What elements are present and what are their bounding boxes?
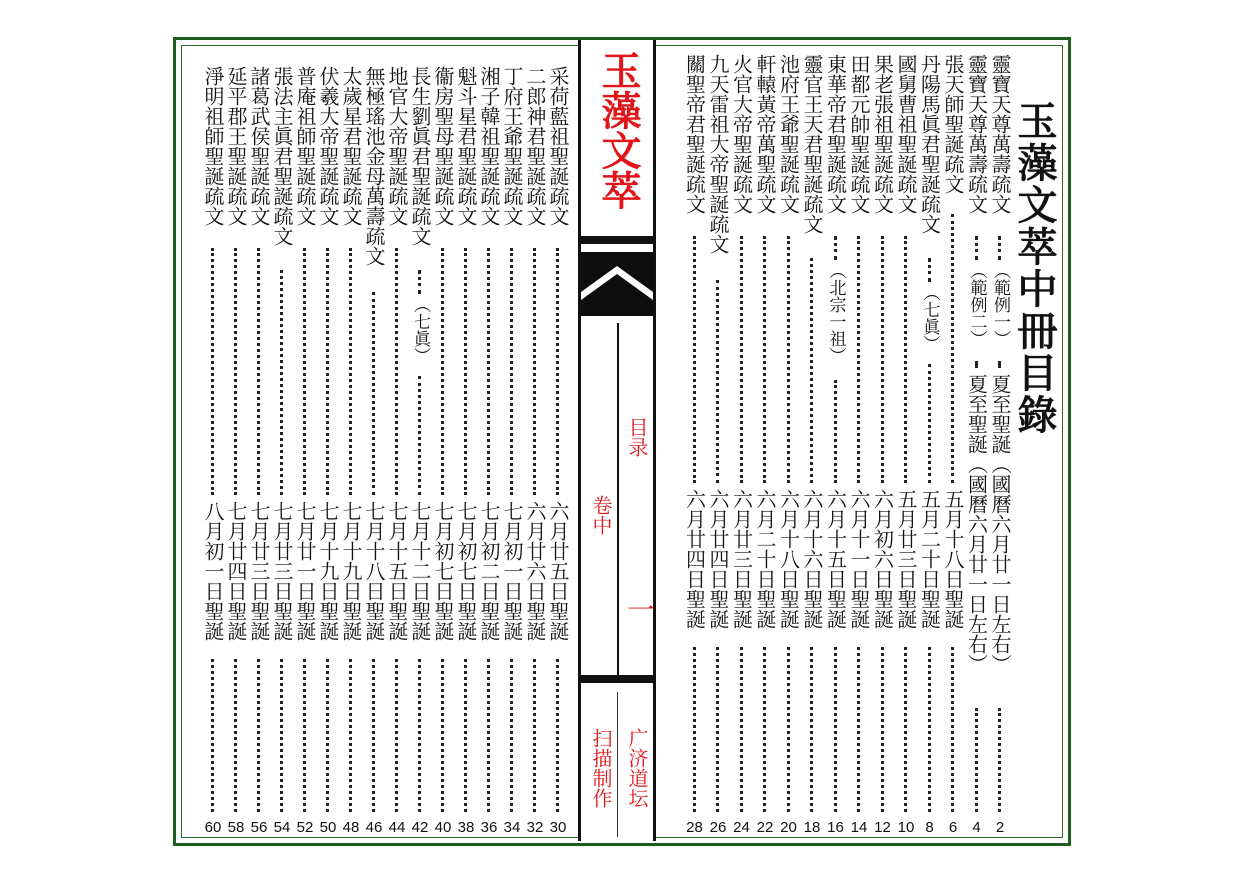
entry-title: 張法主眞君聖誕疏文 bbox=[270, 66, 294, 246]
page-number: 2 bbox=[995, 819, 1005, 836]
entry-date: 七月十二日聖誕 bbox=[408, 501, 432, 641]
toc-page-right bbox=[661, 54, 1061, 836]
entry-date: 七月十八日聖誕 bbox=[362, 501, 386, 641]
dot-leader bbox=[951, 214, 954, 483]
dot-leader bbox=[810, 258, 813, 483]
dot-leader bbox=[857, 647, 860, 812]
dot-leader bbox=[693, 647, 696, 812]
toc-page-left bbox=[186, 66, 586, 836]
entry-title: 丁府王爺聖誕疏文 bbox=[500, 66, 524, 226]
entry-title: 采荷藍祖聖誕疏文 bbox=[546, 66, 570, 226]
entry-title: 伏羲大帝聖誕疏文 bbox=[316, 66, 340, 226]
page-number: 34 bbox=[503, 819, 521, 836]
toc-entry[interactable] bbox=[202, 66, 224, 836]
toc-entry[interactable] bbox=[801, 54, 823, 836]
entry-title: 長生劉眞君聖誕疏文 bbox=[408, 66, 432, 246]
page-number: 12 bbox=[874, 819, 891, 836]
dot-leader bbox=[556, 659, 559, 812]
dot-leader bbox=[257, 248, 260, 495]
entry-date: 六月廿四日聖誕 bbox=[706, 489, 730, 629]
page-number: 36 bbox=[480, 819, 498, 836]
dot-leader bbox=[998, 236, 1001, 260]
entry-title: 靈官王天君聖誕疏文 bbox=[800, 54, 824, 234]
toc-entry[interactable] bbox=[778, 54, 800, 836]
toc-entry[interactable] bbox=[386, 66, 408, 836]
entry-title: 淨明祖師聖誕疏文 bbox=[201, 66, 225, 226]
spine-title: 玉藻文萃 bbox=[595, 50, 642, 210]
page-number: 54 bbox=[273, 819, 291, 836]
dot-leader bbox=[928, 364, 931, 483]
dot-leader bbox=[834, 380, 837, 483]
entry-title: 田都元帥聖誕疏文 bbox=[847, 54, 871, 214]
dot-leader bbox=[418, 659, 421, 812]
entry-title: 關聖帝君聖誕疏文 bbox=[682, 54, 707, 214]
entry-title: 東華帝君聖誕疏文 bbox=[823, 54, 848, 214]
entry-date: 七月初一日聖誕 bbox=[500, 501, 524, 641]
entry-date: 七月廿一日聖誕 bbox=[293, 501, 317, 641]
dot-leader bbox=[763, 236, 766, 483]
page-number: 32 bbox=[526, 819, 544, 836]
dot-leader bbox=[349, 659, 352, 812]
dot-leader bbox=[418, 376, 421, 495]
toc-entry[interactable] bbox=[455, 66, 477, 836]
entry-date: 七月十九日聖誕 bbox=[316, 501, 340, 641]
entry-title: 地官大帝聖誕疏文 bbox=[385, 66, 409, 226]
entry-note: （北宗一祖） bbox=[825, 262, 846, 364]
toc-entry[interactable] bbox=[340, 66, 362, 836]
book-spine bbox=[578, 40, 656, 841]
entry-date: 六月十六日聖誕 bbox=[800, 489, 824, 629]
page-number: 60 bbox=[204, 819, 222, 836]
dot-leader bbox=[881, 236, 884, 483]
entry-date: 五月廿三日聖誕 bbox=[894, 489, 918, 629]
dot-leader bbox=[556, 248, 559, 495]
toc-entry[interactable] bbox=[848, 54, 870, 836]
page-number: 26 bbox=[709, 819, 727, 836]
dot-leader bbox=[418, 270, 421, 294]
dot-leader bbox=[372, 659, 375, 812]
spine-band bbox=[581, 675, 653, 683]
dot-leader bbox=[787, 647, 790, 812]
toc-entry[interactable] bbox=[501, 66, 523, 836]
toc-entry[interactable] bbox=[872, 54, 894, 836]
page-number: 40 bbox=[434, 819, 452, 836]
page-number: 56 bbox=[250, 819, 268, 836]
entry-title: 普庵祖師聖誕疏文 bbox=[293, 66, 317, 226]
dot-leader bbox=[510, 659, 513, 812]
page-number: 52 bbox=[296, 819, 314, 836]
entry-date: 七月十九日聖誕 bbox=[339, 501, 363, 641]
page-number: 20 bbox=[780, 819, 797, 836]
dot-leader bbox=[716, 280, 719, 483]
dot-leader bbox=[834, 647, 837, 812]
toc-entry[interactable] bbox=[524, 66, 546, 836]
page-number: 44 bbox=[388, 819, 406, 836]
dot-leader bbox=[326, 659, 329, 812]
toc-entry[interactable] bbox=[225, 66, 247, 836]
page-number: 16 bbox=[827, 819, 844, 836]
toc-entry[interactable] bbox=[248, 66, 270, 836]
entry-title: 靈寶天尊萬壽疏文 bbox=[988, 54, 1012, 214]
toc-entry[interactable] bbox=[754, 54, 776, 836]
page-number: 30 bbox=[549, 819, 567, 836]
entry-date: 六月二十日聖誕 bbox=[753, 489, 777, 629]
entry-title: 軒轅黃帝萬聖疏文 bbox=[753, 54, 777, 214]
dot-leader bbox=[280, 659, 283, 812]
toc-entry[interactable] bbox=[684, 54, 706, 836]
entry-date: 六月十八日聖誕 bbox=[776, 489, 801, 629]
page-number: 38 bbox=[457, 819, 475, 836]
dot-leader bbox=[487, 659, 490, 812]
dot-leader bbox=[464, 659, 467, 812]
toc-entry[interactable] bbox=[707, 54, 729, 836]
page-number: 50 bbox=[319, 819, 337, 836]
dot-leader bbox=[441, 248, 444, 495]
entry-note: （七眞） bbox=[919, 284, 940, 352]
dot-leader bbox=[740, 236, 743, 483]
entry-title: 火官大帝聖誕疏文 bbox=[729, 54, 754, 214]
toc-entry[interactable] bbox=[989, 54, 1011, 836]
entry-title: 池府王爺聖誕疏文 bbox=[776, 54, 801, 214]
page-number: 48 bbox=[342, 819, 360, 836]
entry-title: 湘子韓祖聖誕疏文 bbox=[477, 66, 501, 226]
scan-credit-a: 广济道坛 bbox=[625, 728, 649, 808]
toc-entry[interactable] bbox=[825, 54, 847, 836]
dot-leader bbox=[533, 248, 536, 495]
entry-title: 國舅曹祖聖誕疏文 bbox=[894, 54, 918, 214]
entry-date: 六月廿三日聖誕 bbox=[729, 489, 754, 629]
dot-leader bbox=[998, 361, 1001, 368]
dot-leader bbox=[234, 248, 237, 495]
spine-divider bbox=[617, 323, 619, 678]
page-number: 8 bbox=[925, 819, 934, 836]
page-number: 24 bbox=[733, 819, 750, 836]
entry-title: 靈寶天尊萬壽疏文 bbox=[964, 54, 989, 214]
toc-entry[interactable] bbox=[432, 66, 454, 836]
page-number: 18 bbox=[803, 819, 821, 836]
page-number: 28 bbox=[686, 819, 703, 836]
spine-volume-mark: 一 bbox=[623, 595, 656, 623]
entry-date: 六月十一日聖誕 bbox=[847, 489, 871, 629]
dot-leader bbox=[441, 659, 444, 812]
spine-band bbox=[581, 236, 653, 244]
page-number: 14 bbox=[850, 819, 868, 836]
toc-entry[interactable] bbox=[895, 54, 917, 836]
entry-date: 六月初六日聖誕 bbox=[870, 489, 895, 629]
entry-note: （七眞） bbox=[410, 296, 430, 364]
spine-chevron-band bbox=[581, 252, 653, 316]
page-number: 42 bbox=[411, 819, 429, 836]
toc-entry[interactable] bbox=[409, 66, 431, 836]
entry-date: 七月初七日聖誕 bbox=[454, 501, 478, 641]
entry-date: 五月十八日聖誕 bbox=[941, 489, 965, 629]
dot-leader bbox=[763, 647, 766, 812]
dot-leader bbox=[787, 236, 790, 483]
dot-leader bbox=[464, 248, 467, 495]
scan-credit-b: 扫描制作 bbox=[589, 728, 613, 808]
entry-title: 太歲星君聖誕疏文 bbox=[339, 66, 363, 226]
dot-leader bbox=[257, 659, 260, 812]
entry-date: 夏至聖誕（國曆六月廿一日左右） bbox=[988, 374, 1012, 674]
dot-leader bbox=[533, 659, 536, 812]
dot-leader bbox=[904, 647, 907, 812]
dot-leader bbox=[395, 248, 398, 495]
dot-leader bbox=[857, 236, 860, 483]
dot-leader bbox=[303, 659, 306, 812]
entry-date: 七月初七日聖誕 bbox=[431, 501, 455, 641]
entry-date: 七月廿三日聖誕 bbox=[270, 501, 294, 641]
entry-date: 六月廿五日聖誕 bbox=[546, 501, 570, 641]
entry-title: 果老張祖聖誕疏文 bbox=[870, 54, 895, 214]
toc-entry[interactable] bbox=[317, 66, 339, 836]
chevron-icon bbox=[581, 252, 653, 316]
dot-leader bbox=[975, 236, 978, 260]
dot-leader bbox=[510, 248, 513, 495]
dot-leader bbox=[693, 236, 696, 483]
page-number: 46 bbox=[365, 819, 383, 836]
entry-date: 六月十五日聖誕 bbox=[823, 489, 848, 629]
spine-label-juanzhong: 卷中 bbox=[589, 495, 613, 535]
entry-title: 九天雷祖大帝聖誕疏文 bbox=[706, 54, 730, 254]
entry-note: （範例一） bbox=[990, 262, 1010, 347]
page-number: 22 bbox=[756, 819, 774, 836]
entry-date: 六月廿六日聖誕 bbox=[523, 501, 547, 641]
entry-title: 延平郡王聖誕疏文 bbox=[224, 66, 248, 226]
toc-entry[interactable] bbox=[294, 66, 316, 836]
dot-leader bbox=[881, 647, 884, 812]
entry-date: 七月初二日聖誕 bbox=[477, 501, 501, 641]
entry-title: 諸葛武侯聖誕疏文 bbox=[247, 66, 271, 226]
dot-leader bbox=[740, 647, 743, 812]
entry-date: 六月廿四日聖誕 bbox=[682, 489, 707, 629]
dot-leader bbox=[810, 647, 813, 812]
page-number: 6 bbox=[948, 819, 958, 836]
dot-leader bbox=[372, 292, 375, 495]
entry-title: 魁斗星君聖誕疏文 bbox=[454, 66, 478, 226]
entry-note: （範例二） bbox=[966, 262, 987, 347]
entry-title: 張天師聖誕疏文 bbox=[941, 54, 965, 194]
dot-leader bbox=[834, 236, 837, 260]
page-number: 58 bbox=[227, 819, 245, 836]
dot-leader bbox=[975, 361, 978, 368]
dot-leader bbox=[951, 647, 954, 812]
dot-leader bbox=[349, 248, 352, 495]
entry-title: 衞房聖母聖誕疏文 bbox=[431, 66, 455, 226]
dot-leader bbox=[928, 258, 931, 282]
dot-leader bbox=[234, 659, 237, 812]
dot-leader bbox=[716, 647, 719, 812]
toc-entry[interactable] bbox=[363, 66, 385, 836]
entry-date: 五月二十日聖誕 bbox=[917, 489, 942, 629]
dot-leader bbox=[211, 659, 214, 812]
toc-entry[interactable] bbox=[942, 54, 964, 836]
dot-leader bbox=[280, 270, 283, 495]
toc-entry[interactable] bbox=[478, 66, 500, 836]
toc-entry[interactable] bbox=[271, 66, 293, 836]
dot-leader bbox=[998, 708, 1001, 812]
dot-leader bbox=[904, 236, 907, 483]
entry-title: 二郎神君聖誕疏文 bbox=[523, 66, 547, 226]
page-number: 4 bbox=[972, 819, 981, 836]
dot-leader bbox=[975, 708, 978, 812]
entry-date: 七月廿三日聖誕 bbox=[247, 501, 271, 641]
entry-date: 夏至聖誕（國曆六月廿一日左右） bbox=[964, 374, 989, 674]
spine-label-mulu: 目录 bbox=[625, 417, 649, 457]
dot-leader bbox=[211, 248, 214, 495]
entry-date: 八月初一日聖誕 bbox=[201, 501, 225, 641]
dot-leader bbox=[928, 647, 931, 812]
toc-entry[interactable] bbox=[731, 54, 753, 836]
toc-entry[interactable] bbox=[919, 54, 941, 836]
toc-entry[interactable] bbox=[547, 66, 569, 836]
dot-leader bbox=[487, 248, 490, 495]
dot-leader bbox=[326, 248, 329, 495]
entry-title: 丹陽馬眞君聖誕疏文 bbox=[917, 54, 942, 234]
toc-entry[interactable] bbox=[966, 54, 988, 836]
dot-leader bbox=[303, 248, 306, 495]
spine-divider bbox=[617, 692, 618, 837]
entry-date: 七月廿四日聖誕 bbox=[224, 501, 248, 641]
entry-title: 無極瑤池金母萬壽疏文 bbox=[362, 66, 386, 266]
entry-date: 七月十五日聖誕 bbox=[385, 501, 409, 641]
book-title: 玉藻文萃中冊目錄 bbox=[1011, 100, 1058, 436]
page-number: 10 bbox=[897, 819, 915, 836]
dot-leader bbox=[395, 659, 398, 812]
